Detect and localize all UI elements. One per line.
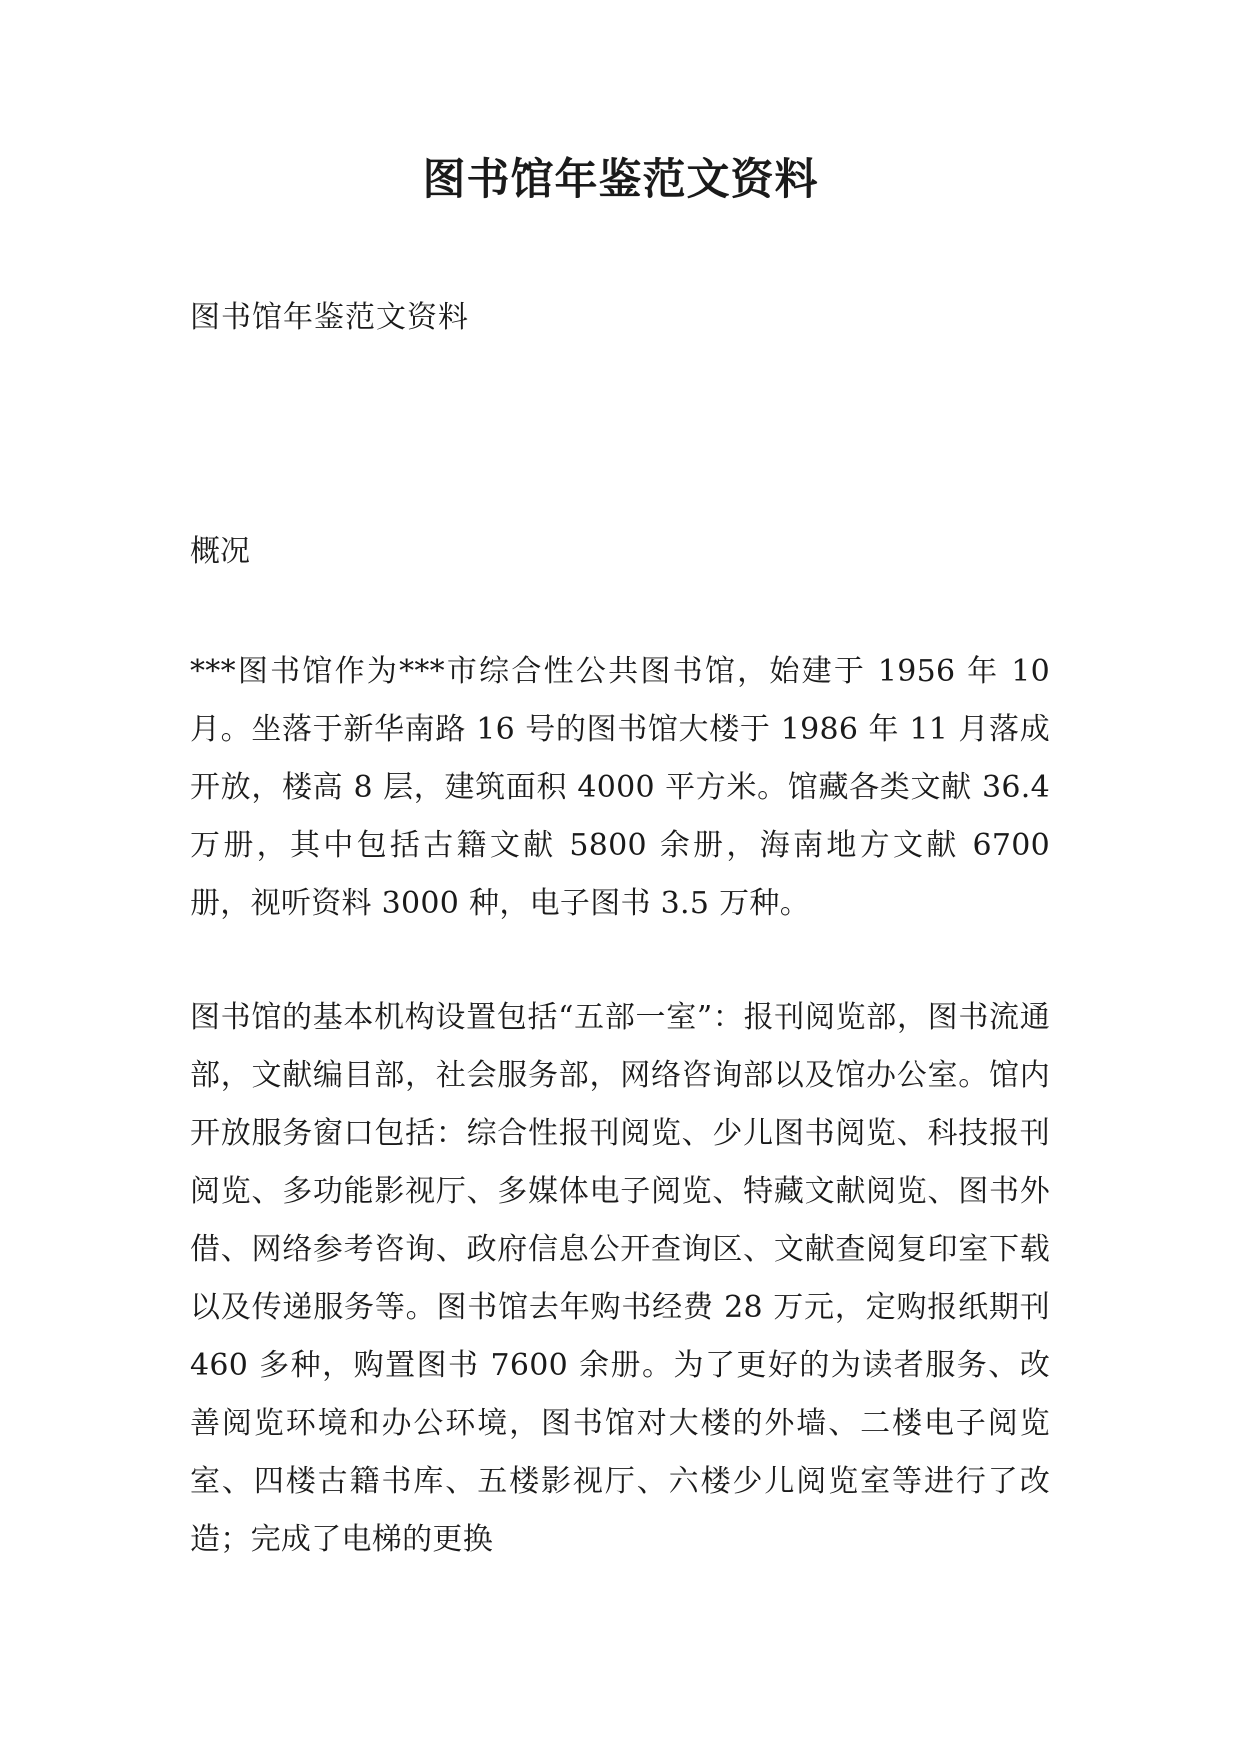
document-subtitle: 图书馆年鉴范文资料: [190, 300, 469, 335]
document-title: 图书馆年鉴范文资料: [422, 155, 819, 205]
section-heading-overview: 概况: [190, 534, 250, 569]
body-paragraph: 图书馆的基本机构设置包括“五部一室”：报刊阅览部，图书流通部，文献编目部，社会服务部，网络咨询部以及馆办公室。馆内开放服务窗口包括：综合性报刊阅览、少儿图书阅览、科技报刊阅览、多功能影视厅、多媒体电子阅览、特藏文献阅览、图书外借、网络参考咨询、政府信息公开查询区、文献查阅复印室下载以及传递服务等。图书馆去年购书经费 28 万元，定购报纸期刊 460 多种，购置图书 7600 余册。为了更好的为读者服务、改善阅览环境和办公环境，图书馆对大楼的外墙、二楼电子阅览室、四楼古籍书库、五楼影视厅、六楼少儿阅览室等进行了改造；完成了电梯的更换: [190, 1000, 1050, 1557]
body-paragraph: ***图书馆作为***市综合性公共图书馆，始建于 1956 年 10 月。坐落于新华南路 16 号的图书馆大楼于 1986 年 11 月落成开放，楼高 8 层，建筑面积 4000 平方米。馆藏各类文献 36.4 万册，其中包括古籍文献 5800 余册，海南地方文献 6700 册，视听资料 3000 种，电子图书 3.5 万种。: [190, 654, 1050, 921]
